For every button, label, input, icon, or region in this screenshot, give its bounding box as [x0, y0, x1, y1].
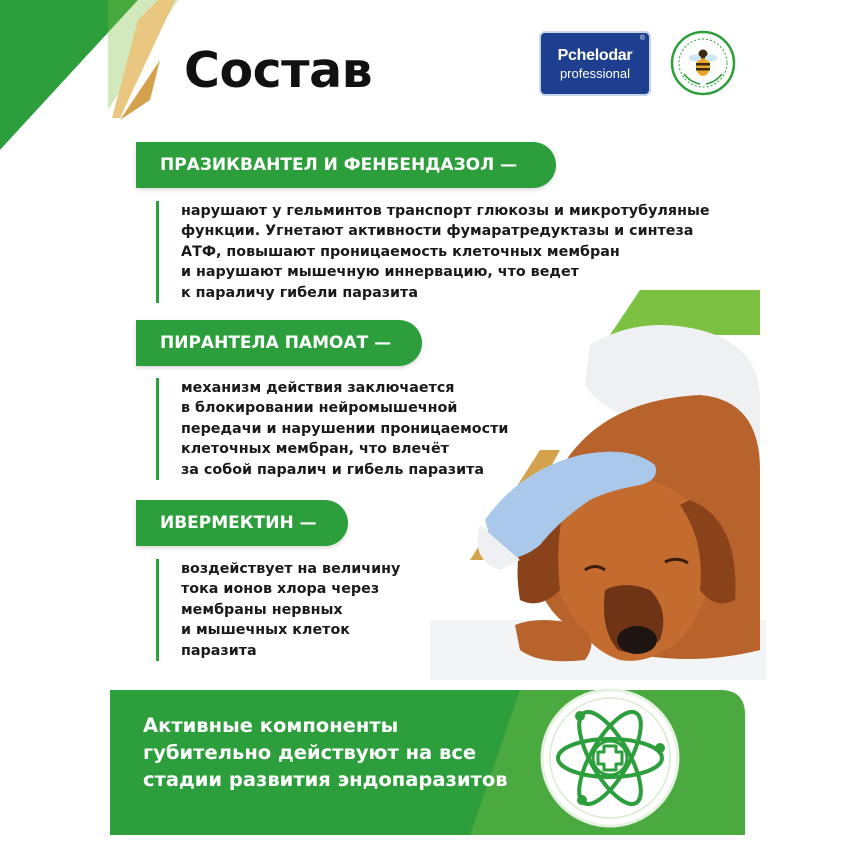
description-line: мембраны нервных [181, 601, 343, 618]
section-description-ivermectin [156, 559, 400, 661]
description-line: к параличу гибели паразита [181, 284, 418, 301]
description-line: механизм действия заключается [181, 380, 455, 396]
atom-medical-cross-icon [540, 688, 680, 828]
description-line: АТФ, повышают проницаемость клеточных мембран [181, 243, 620, 260]
brand-subtitle: professional [559, 66, 631, 81]
description-line: нарушают у гельминтов транспорт глюкозы и микротубуляные [181, 203, 710, 219]
banner-line: губительно действуют на все [143, 741, 477, 764]
description-line: и нарушают мышечную иннервацию, что ведет [181, 264, 579, 281]
description-line: передачи и нарушении проницаемости [181, 420, 509, 437]
section-description-pyrantel [156, 378, 508, 480]
description-line: воздействует на величину [181, 561, 401, 577]
registered-mark: ® [639, 35, 645, 42]
description-line: и мышечных клеток [181, 622, 350, 639]
section-description-praziquantel [156, 201, 710, 303]
bee-seal-icon [670, 30, 736, 96]
description-line: функции. Угнетают активности фумаратредуктазы и синтеза [181, 223, 694, 240]
banner-line: Активные компоненты [143, 714, 399, 737]
section-heading-text: ПРАЗИКВАНТЕЛ И ФЕНБЕНДАЗОЛ — [160, 155, 518, 175]
section-heading-text: ИВЕРМЕКТИН — [160, 513, 317, 533]
description-line: клеточных мембран, что влечёт [181, 441, 449, 458]
page-title: Состав [184, 42, 373, 99]
section-heading-pyrantel [136, 320, 422, 366]
description-line: за собой паралич и гибель паразита [181, 461, 485, 478]
description-line: паразита [181, 642, 257, 659]
banner-text [143, 712, 508, 793]
section-heading-ivermectin [136, 500, 348, 546]
description-line: в блокировании нейромышечной [181, 400, 458, 417]
section-heading-text: ПИРАНТЕЛА ПАМОАТ — [160, 333, 392, 353]
banner-line: стадии развития эндопаразитов [143, 768, 508, 791]
brand-logo [539, 31, 651, 96]
brand-name: Pchelodar [557, 47, 633, 64]
section-heading-praziquantel [136, 142, 556, 188]
description-line: тока ионов хлора через [181, 581, 380, 598]
